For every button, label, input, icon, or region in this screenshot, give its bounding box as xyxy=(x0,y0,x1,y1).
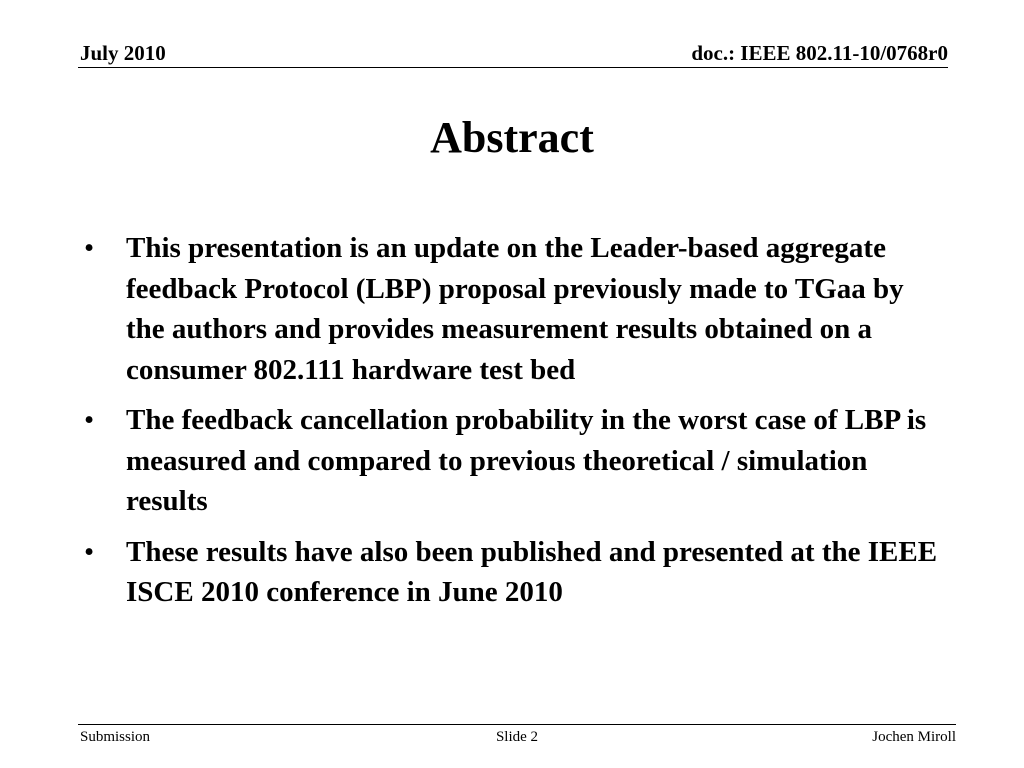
bullet-text: This presentation is an update on the Leader-based aggregate feedback Protocol (LBP) proposal previously made to TGaa by the authors and provides measurement results obtained on a consumer 802.111 hardware test bed xyxy=(126,232,904,386)
bullet-list xyxy=(82,228,942,623)
header-date: July 2010 xyxy=(80,41,166,65)
bullet-icon: • xyxy=(84,535,95,568)
bullet-icon: • xyxy=(84,404,95,436)
footer-divider xyxy=(78,724,956,725)
slide-title: Abstract xyxy=(430,113,594,162)
bullet-text: These results have also been published and presented at the IEEE ISCE 2010 conference in June 2010 xyxy=(126,535,938,608)
bullet-item xyxy=(82,400,942,522)
bullet-item xyxy=(82,532,942,613)
bullet-item xyxy=(82,228,942,390)
footer-submission: Submission xyxy=(80,729,151,745)
bullet-text: The feedback cancellation probability in the worst case of LBP is measured and compared to previous theoretical / simulation results xyxy=(126,404,927,517)
footer-author: Jochen Miroll xyxy=(872,729,956,745)
footer-slide-number: Slide 2 xyxy=(495,729,539,745)
bullet-icon: • xyxy=(84,232,95,264)
header-doc-id: doc.: IEEE 802.11-10/0768r0 xyxy=(691,41,948,65)
header-divider xyxy=(78,67,948,68)
